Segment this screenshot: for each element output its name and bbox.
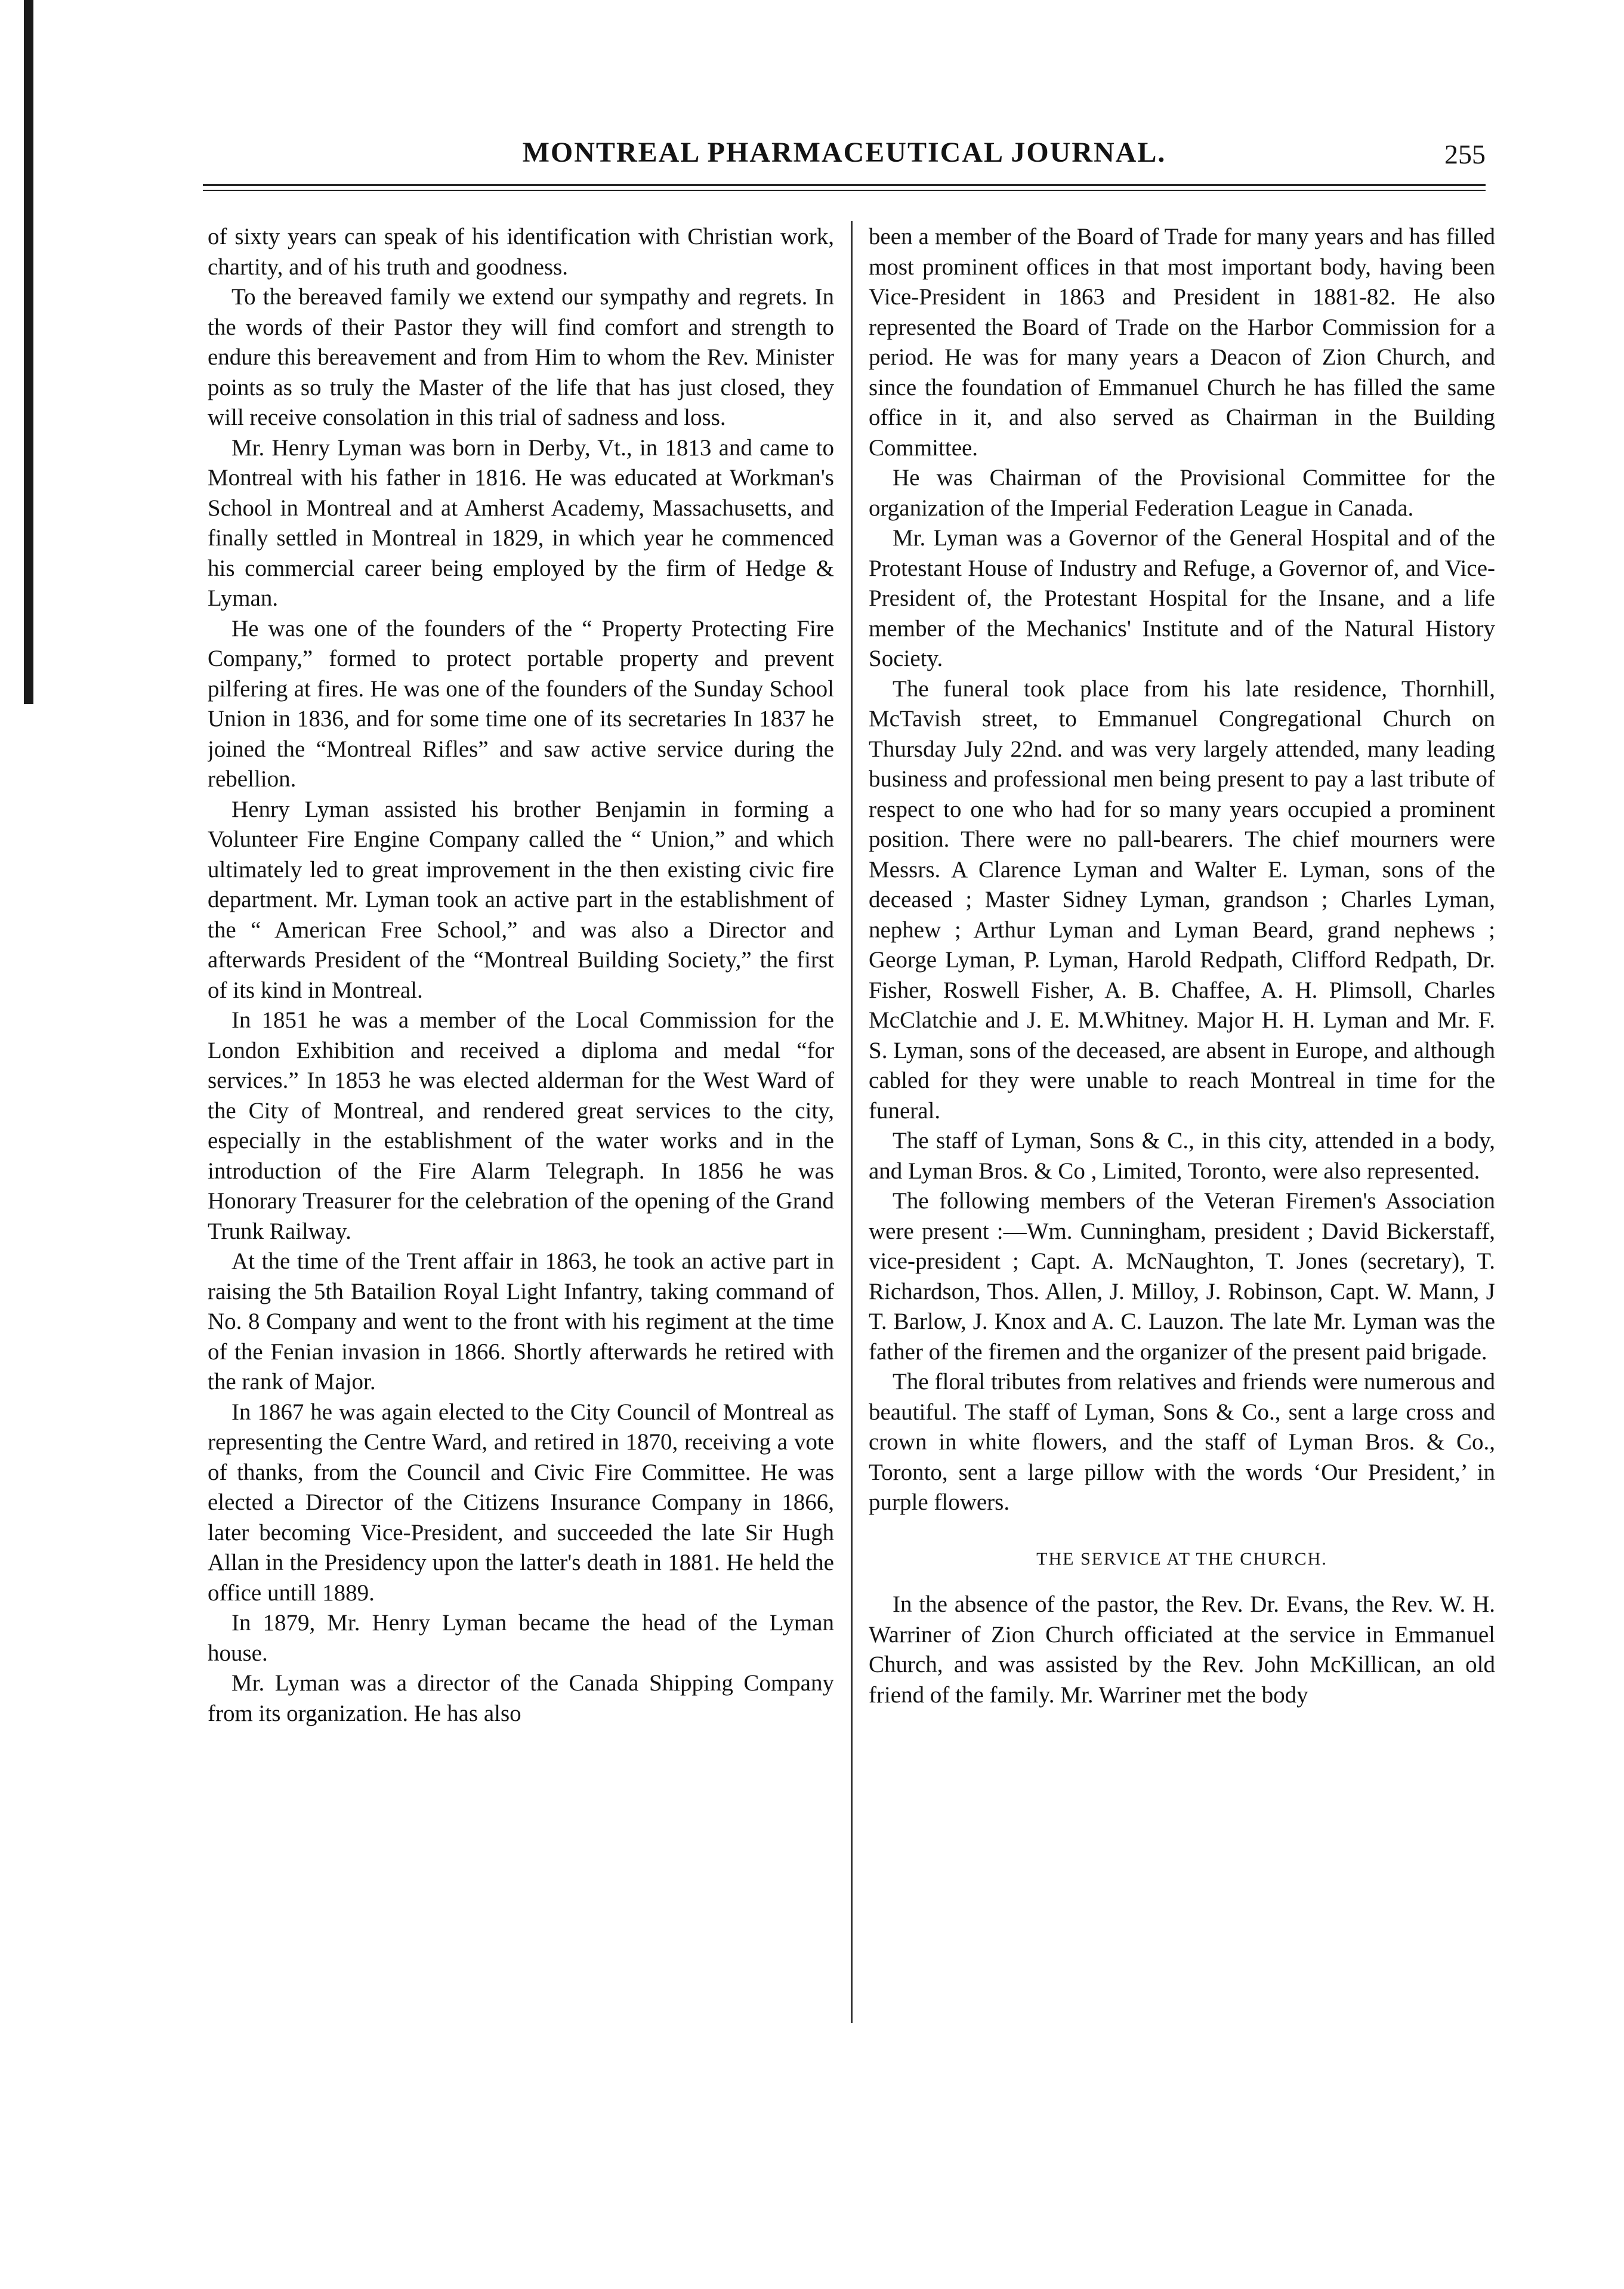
paragraph: He was one of the founders of the “ Property Protecting Fire Company,” formed to protect portable property and prevent pilfering at fires. He was one of the founders of the Sunday School Union in 1836, and for some time one of its secretaries In 1837 he joined the “Montreal Rifles” and saw active service during the rebellion.	[208, 615, 834, 792]
paragraph: The funeral took place from his late residence, Thornhill, McTavish street, to Emmanuel Congregational Church on Thursday July 22nd. and was very largely attended, many leading business and professional men being present to pay a last tribute of respect to one who had for so many years occupied a prominent position. There were no pall-bearers. The chief mourners were Messrs. A Clarence Lyman and Walter E. Lyman, sons of the deceased ; Master Sidney Lyman, grandson ; Charles Lyman, nephew ; Arthur Lyman and Lyman Beard, grand nephews ; George Lyman, P. Lyman, Harold Redpath, Clifford Redpath, Dr. Fisher, Roswell Fisher, A. B. Chaffee, A. H. Plimsoll, Charles McClatchie and J. E. M.Whitney. Major H. H. Lyman and Mr. F. S. Lyman, sons of the deceased, are absent in Europe, and although cabled for they were unable to reach Montreal in time for the funeral.	[869, 675, 1495, 1124]
paragraph: The floral tributes from relatives and friends were numerous and beautiful. The staff of Lyman, Sons & Co., sent a large cross and crown in white flowers, and the staff of Lyman Bros. & Co., Toronto, sent a large pillow with the words ‘Our President,’ in purple flowers.	[869, 1369, 1495, 1515]
section-heading: THE SERVICE AT THE CHURCH.	[1036, 1548, 1327, 1569]
header-rule-thin	[203, 190, 1486, 191]
paragraph: To the bereaved family we extend our sympathy and regrets. In the words of their Pastor they will find comfort and strength to endure this bereavement and from Him to whom the Rev. Minister points as so truly the Master of the life that has just closed, they will receive consolation in this trial of sadness and loss.	[208, 284, 834, 430]
column-divider	[851, 221, 853, 2023]
running-header	[203, 136, 1486, 190]
paragraph: Mr. Lyman was a Governor of the General Hospital and of the Protestant House of Industry and Refuge, a Governor of, and Vice-President of, the Protestant Hospital for the Insane, and a life member of the Mechanics' Institute and of the Natural History Society.	[869, 525, 1495, 671]
journal-title: MONTREAL PHARMACEUTICAL JOURNAL.	[522, 137, 1166, 168]
paragraph: In 1851 he was a member of the Local Commission for the London Exhibition and received a diploma and medal “for services.” In 1853 he was elected alderman for the West Ward of the City of Montreal, and rendered great services to the city, especially in the establishment of the water works and in the introduction of the Fire Alarm Telegraph. In 1856 he was Honorary Treasurer for the celebration of the opening of the Grand Trunk Railway.	[208, 1007, 834, 1244]
paragraph: In 1879, Mr. Henry Lyman became the head of the Lyman house.	[208, 1610, 834, 1666]
paragraph: He was Chairman of the Provisional Committee for the organization of the Imperial Federation League in Canada.	[869, 465, 1495, 521]
paragraph: Henry Lyman assisted his brother Benjamin in forming a Volunteer Fire Engine Company called the “ Union,” and which ultimately led to great improvement in the then existing civic fire department. Mr. Lyman took an active part in the establishment of the “ American Free School,” and was also a Director and afterwards President of the “Montreal Building Society,” the first of its kind in Montreal.	[208, 796, 834, 1003]
paragraph: In the absence of the pastor, the Rev. Dr. Evans, the Rev. W. H. Warriner of Zion Church officiated at the service in Emmanuel Church, and was assisted by the Rev. John McKillican, an old friend of the family. Mr. Warriner met the body	[869, 1591, 1495, 1708]
paragraph: of sixty years can speak of his identification with Christian work, chartity, and of his truth and goodness.	[208, 224, 834, 280]
scan-edge-shadow	[24, 0, 33, 704]
right-column	[869, 222, 1495, 2191]
header-rule-thick	[203, 184, 1486, 186]
paragraph: Mr. Lyman was a director of the Canada Shipping Company from its organization. He has also	[208, 1670, 834, 1726]
paragraph: In 1867 he was again elected to the City Council of Montreal as representing the Centre Ward, and retired in 1870, receiving a vote of thanks, from the Council and Civic Fire Committee. He was elected a Director of the Citizens Insurance Company in 1866, later becoming Vice-President, and succeeded the late Sir Hugh Allan in the Presidency upon the latter's death in 1881. He held the office untill 1889.	[208, 1399, 834, 1606]
left-column	[208, 222, 834, 2191]
paragraph: At the time of the Trent affair in 1863, he took an active part in raising the 5th Batailion Royal Light Infantry, taking command of No. 8 Company and went to the front with his regiment at the time of the Fenian invasion in 1866. Shortly afterwards he retired with the rank of Major.	[208, 1248, 834, 1395]
paragraph: Mr. Henry Lyman was born in Derby, Vt., in 1813 and came to Montreal with his father in 1816. He was educated at Workman's School in Montreal and at Amherst Academy, Massachusetts, and finally settled in Montreal in 1829, in which year he commenced his commercial career being employed by the firm of Hedge & Lyman.	[208, 434, 834, 611]
paragraph: The staff of Lyman, Sons & C., in this city, attended in a body, and Lyman Bros. & Co , Limited, Toronto, were also represented.	[869, 1128, 1495, 1184]
paragraph: been a member of the Board of Trade for many years and has filled most prominent offices in that most important body, having been Vice-President in 1863 and President in 1881-82. He also represented the Board of Trade on the Harbor Commission for a period. He was for many years a Deacon of Zion Church, and since the foundation of Emmanuel Church he has filled the same office in it, and also served as Chairman in the Building Committee.	[869, 224, 1495, 461]
paragraph: The following members of the Veteran Firemen's Association were present :—Wm. Cunningham, president ; David Bickerstaff, vice-president ; Capt. A. McNaughton, T. Jones (secretary), T. Richardson, Thos. Allen, J. Milloy, J. Robinson, Capt. W. Mann, J T. Barlow, J. Knox and A. C. Lauzon. The late Mr. Lyman was the father of the firemen and the organizer of the present paid brigade.	[869, 1188, 1495, 1365]
page-number: 255	[1444, 139, 1486, 169]
